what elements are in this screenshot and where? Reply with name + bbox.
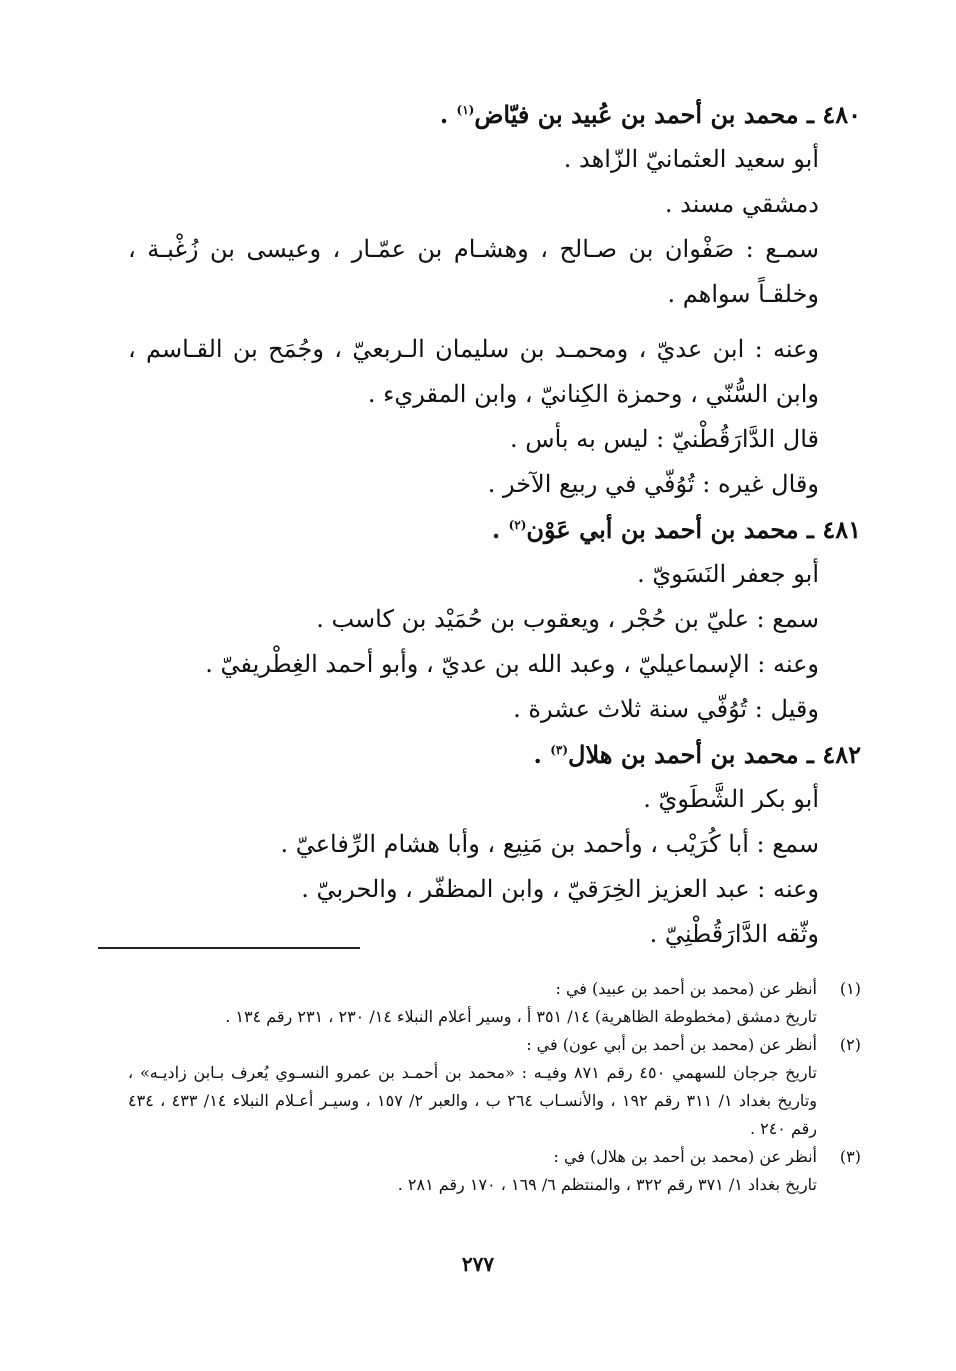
footnote-line: أنظر عن (محمد بن أحمد بن أبي عون) في : <box>526 1035 817 1054</box>
entry-line: وعنه : الإسماعيليّ ، وعبد الله بن عديّ ، وأبو أحمد الغِطْريفيّ . <box>205 650 819 678</box>
entry-line: أبو بكر الشَّطَويّ . <box>643 785 819 813</box>
footnote <box>128 1031 861 1143</box>
entry-line: وقال غيره : تُوُفّي في ربيع الآخر . <box>487 470 819 498</box>
footnote-line: أنظر عن (محمد بن أحمد بن عبيد) في : <box>555 979 817 998</box>
footnote-divider <box>98 947 360 949</box>
main-text <box>128 92 861 957</box>
entry-line: أبو جعفر النَسَويّ . <box>637 560 819 588</box>
entry-line: وقيل : تُوُفّي سنة ثلاث عشرة . <box>513 695 819 723</box>
entry-line: دمشقي مسند . <box>664 190 819 218</box>
footnote-line: تاريخ دمشق (مخطوطة الظاهرية) ١٤/ ٣٥١ أ ، وسير أعلام النبلاء ١٤/ ٢٣٠ ، ٢٣١ رقم ١٣٤ . <box>225 1007 817 1026</box>
footnote-number: (٣) <box>839 1147 861 1166</box>
entry-title: ٤٨٢ ـ محمد بن أحمد بن هلال$^{(٣)}$ . <box>533 740 861 769</box>
entry-paragraph: وعنه : ابن عديّ ، ومحمـد بن سليمان الـربعيّ ، وجُمَح بن القـاسم ، وابن السُّنّي ، وحمزة الكِنانيّ ، وابن المقريء . <box>128 335 819 408</box>
entry-line: سمع : عليّ بن حُجْر ، ويعقوب بن حُمَيْد بن كاسب . <box>316 605 819 633</box>
footnote-ref: (١) <box>456 103 475 117</box>
entry-line: وثّقه الدَّارَقُطْنِيّ . <box>649 920 819 948</box>
entry-paragraph: سمـع : صَفْوان بن صـالح ، وهشـام بن عمّـار ، وعيسى بن زُغْبـة ، وخلقـاً سواهم . <box>128 235 819 308</box>
page-number: ٢٧٧ <box>461 1252 495 1276</box>
footnotes <box>128 975 861 1199</box>
footnote <box>128 1143 861 1199</box>
footnote-number: (١) <box>839 979 861 998</box>
entry-line: سمع : أبا كُرَيْب ، وأحمد بن مَنِيع ، وأبا هشام الرِّفاعيّ . <box>280 830 819 858</box>
footnote <box>128 975 861 1031</box>
footnote-line: تاريخ جرجان للسهمي ٤٥٠ رقم ٨٧١ وفيـه : «محمد بن أحمـد بن عمرو النسـوي يُعرف بـابن زاديـه» ، وتاريخ بغداد ١/ ٣١١ رقم ١٩٢ ، والأنسـاب ٢٦٤ ب ، والعبر ٢/ ١٥٧ ، وسيـر أعـلام النبلاء ١٤/ ٤٣٣ ، ٤٣٤ رقم ٢٤٠ . <box>128 1063 817 1138</box>
footnote-ref: (٢) <box>508 518 527 532</box>
footnote-line: أنظر عن (محمد بن أحمد بن هلال) في : <box>553 1147 817 1166</box>
entry-line: قال الدَّارَقُطْنيّ : ليس به بأس . <box>510 425 819 453</box>
footnote-line: تاريخ بغداد ١/ ٣٧١ رقم ٣٢٢ ، والمنتظم ٦/ ١٦٩ ، ١٧٠ رقم ٢٨١ . <box>397 1175 817 1194</box>
entry-line: أبو سعيد العثمانيّ الزّاهد . <box>563 145 819 173</box>
footnote-number: (٢) <box>839 1035 861 1054</box>
footnote-ref: (٣) <box>550 743 569 757</box>
entry-title: ٤٨٠ ـ محمد بن أحمد بن عُبيد بن فيّاض$^{(١)}$ . <box>439 100 861 129</box>
entry-title: ٤٨١ ـ محمد بن أحمد بن أبي عَوْن$^{(٢)}$ . <box>491 515 861 544</box>
entry-line: وعنه : عبد العزيز الخِرَقيّ ، وابن المظفّر ، والحربيّ . <box>301 875 819 903</box>
